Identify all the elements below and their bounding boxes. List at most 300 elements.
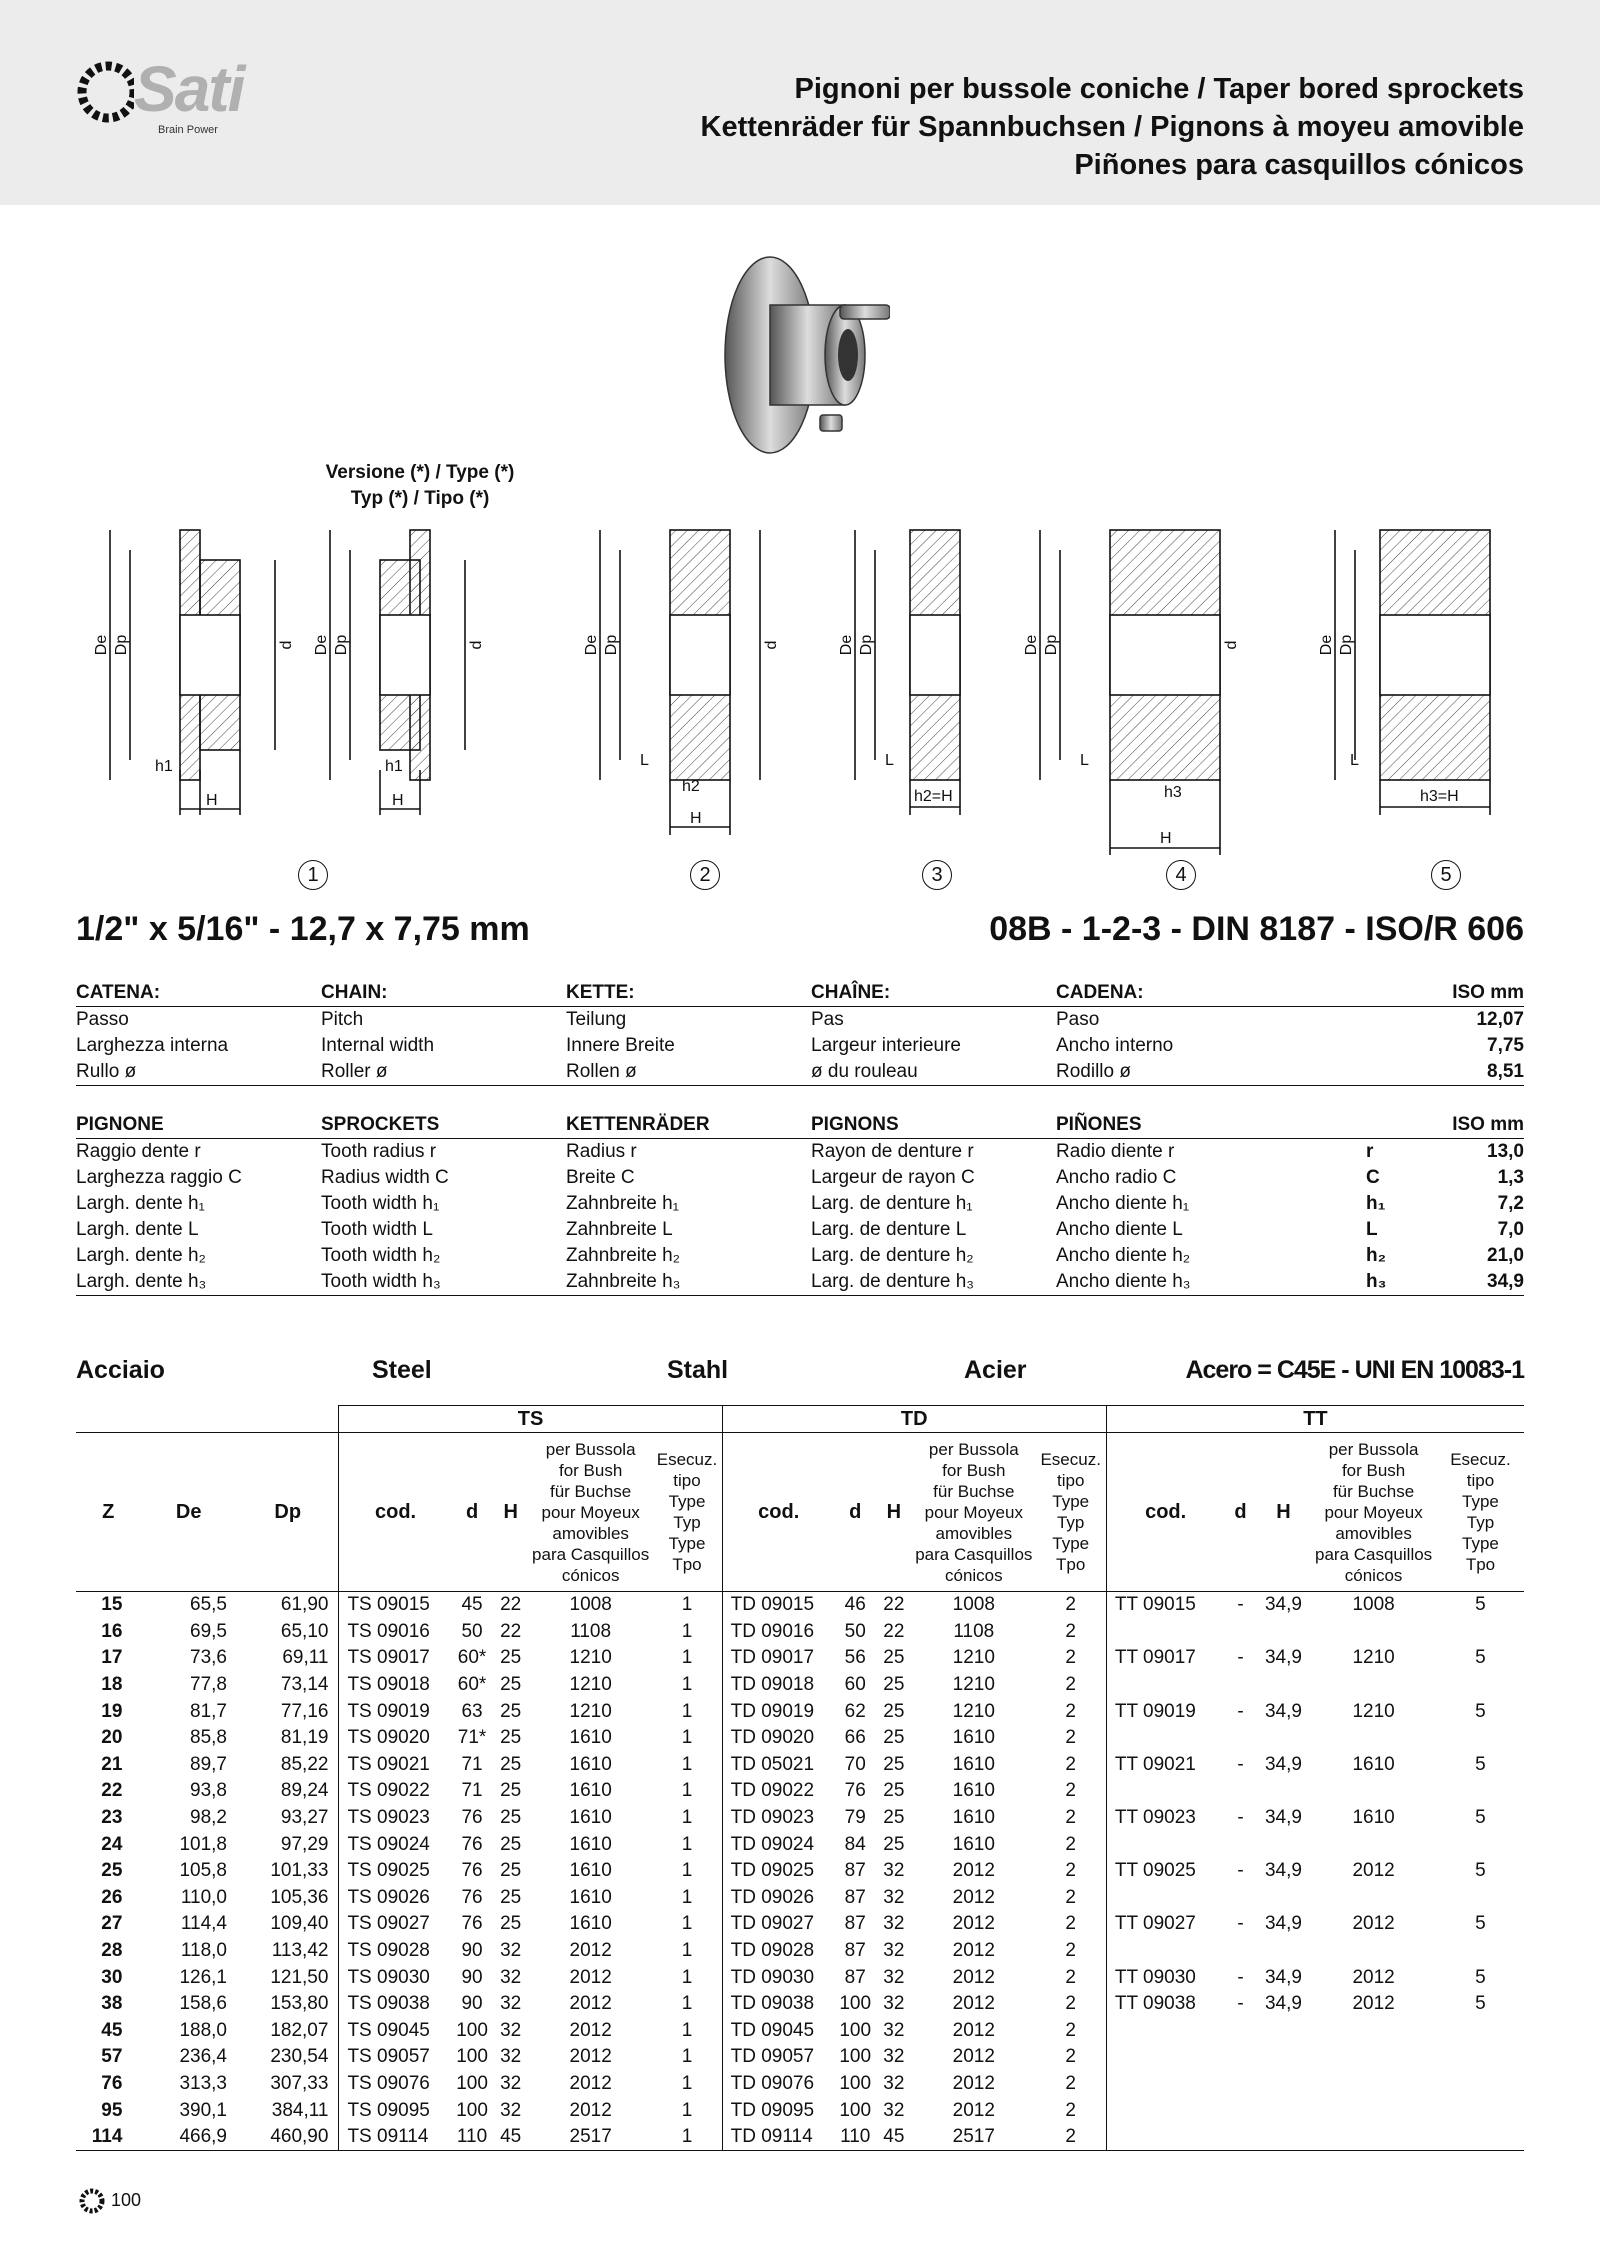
table-cell: TT 09030 <box>1106 1964 1224 1991</box>
table-cell: 1008 <box>952 1594 995 1616</box>
table-cell: 1210 <box>569 1647 612 1669</box>
table-cell: 32 <box>883 2019 905 2041</box>
label-Dp: Dp <box>858 634 875 656</box>
table-cell: 2012 <box>569 2019 612 2041</box>
table-cell: 32 <box>500 1940 522 1962</box>
table-cell: - <box>1237 1753 1244 1775</box>
table-cell: 32 <box>500 2046 522 2068</box>
material-de: Stahl <box>667 1356 729 1384</box>
table-cell: 114,4 <box>180 1913 227 1935</box>
group-TT: TT <box>1106 1406 1524 1433</box>
table-cell: TS 09026 <box>339 1885 452 1912</box>
table-cell <box>1106 1619 1224 1646</box>
label-De: De <box>838 634 855 656</box>
col-H: H <box>492 1433 528 1592</box>
table-cell: TS 09030 <box>339 1964 452 1991</box>
table-cell: 32 <box>500 2099 522 2121</box>
table-cell: 390,1 <box>179 2099 227 2121</box>
table-cell: 63 <box>461 1700 483 1722</box>
table-cell: TD 09020 <box>722 1725 835 1752</box>
table-cell: 38 <box>101 1993 123 2015</box>
table-cell: 45 <box>876 2124 912 2151</box>
table-cell: 2012 <box>569 1993 612 2015</box>
table-cell: - <box>1237 1860 1244 1882</box>
group-TS: TS <box>339 1406 722 1433</box>
table-cell <box>1257 1938 1311 1965</box>
table-cell: 1610 <box>1352 1807 1395 1829</box>
table-cell: 34,9 <box>1264 1993 1302 2015</box>
col-type: Esecuz. tipo Type Typ Type Tpo <box>652 1433 722 1592</box>
table-cell: TS 09025 <box>339 1858 452 1885</box>
table-cell <box>1257 1885 1311 1912</box>
label-De: De <box>1023 634 1040 656</box>
table-cell <box>1106 2071 1224 2098</box>
table-cell: TT 09023 <box>1106 1805 1224 1832</box>
table-row: Raggio dente r Tooth radius r Radius r Rayon de denture r Radio diente r r 13,0 <box>76 1141 1524 1162</box>
table-cell: 71* <box>457 1727 487 1749</box>
table-cell: TD 09027 <box>722 1911 835 1938</box>
col-cod: cod. <box>339 1433 452 1592</box>
label-Dp: Dp <box>603 634 620 656</box>
table-cell: 1 <box>681 2046 693 2068</box>
table-cell: 25 <box>500 1674 522 1696</box>
table-cell: 2012 <box>569 2099 612 2121</box>
col-bush: per Bussola for Bush für Buchse pour Moyeux amovibles para Casquillos cónicos <box>1310 1433 1437 1592</box>
table-cell: 25 <box>883 1700 905 1722</box>
label-De: De <box>93 634 110 656</box>
table-cell: 2 <box>1065 1886 1076 1908</box>
table-cell: 1210 <box>952 1700 995 1722</box>
table-cell <box>1224 2018 1256 2045</box>
table-cell <box>1106 2097 1224 2124</box>
table-cell: 2012 <box>1352 1860 1395 1882</box>
table-cell: 1 <box>681 1594 693 1616</box>
table-row <box>76 1698 1524 1725</box>
table-cell: 1 <box>681 1966 693 1988</box>
table-row <box>76 2124 1524 2151</box>
table-cell <box>1224 1885 1256 1912</box>
table-cell: 2 <box>1065 1674 1076 1696</box>
table-cell: 182,07 <box>270 2019 329 2041</box>
table-cell <box>1437 1885 1524 1912</box>
table-cell: 95 <box>101 2099 123 2121</box>
table-cell: 45 <box>101 2019 123 2041</box>
table-cell: 153,80 <box>270 1993 329 2015</box>
table-cell: 32 <box>883 1940 905 1962</box>
table-cell <box>1106 2018 1224 2045</box>
table-cell: 2012 <box>952 1886 995 1908</box>
drawing-type-3 <box>600 530 760 835</box>
table-cell: 66 <box>844 1727 866 1749</box>
label-L: L <box>1080 752 1089 769</box>
table-cell <box>1224 1938 1256 1965</box>
label-h3: h3 <box>1164 784 1182 801</box>
table-cell: TS 09038 <box>339 1991 452 2018</box>
table-cell: 2 <box>1065 1620 1076 1642</box>
table-cell: 1610 <box>569 1913 612 1935</box>
table-cell: 2 <box>1065 1833 1076 1855</box>
chain-standard: 08B - 1-2-3 - DIN 8187 - ISO/R 606 <box>989 910 1524 948</box>
table-cell: 188,0 <box>179 2019 227 2041</box>
table-cell: 100 <box>839 2099 872 2121</box>
table-cell: 2012 <box>952 1993 995 2015</box>
table-cell: 25 <box>883 1807 905 1829</box>
col-de: De <box>140 1433 237 1592</box>
table-cell: 1610 <box>952 1727 995 1749</box>
table-cell: 1 <box>681 1647 693 1669</box>
table-cell: 1210 <box>569 1700 612 1722</box>
table-cell <box>1106 1778 1224 1805</box>
table-cell: 90 <box>461 1940 483 1962</box>
table-cell: 1008 <box>1352 1594 1395 1616</box>
table-cell: 81,7 <box>190 1700 227 1722</box>
table-row <box>76 1938 1524 1965</box>
chain-table <box>76 980 1524 1086</box>
label-H: H <box>690 810 702 827</box>
table-cell: 21 <box>101 1753 123 1775</box>
table-cell: 1610 <box>569 1727 612 1749</box>
table-cell: 76 <box>461 1833 483 1855</box>
table-cell <box>1257 2044 1311 2071</box>
table-cell: 2 <box>1065 1860 1076 1882</box>
table-cell: 79 <box>844 1807 866 1829</box>
table-cell: 25 <box>883 1833 905 1855</box>
table-cell <box>1437 1619 1524 1646</box>
table-cell <box>1310 2071 1437 2098</box>
table-row: Largh. dente h₂ Tooth width h₂ Zahnbreite h₂ Larg. de denture h₂ Ancho diente h₂ h₂ 21,0 <box>76 1245 1524 1266</box>
table-cell: 76 <box>461 1807 483 1829</box>
table-cell: 89,24 <box>280 1780 329 1802</box>
table-cell: 114 <box>76 2124 140 2151</box>
table-cell <box>1257 1672 1311 1699</box>
table-row <box>76 1911 1524 1938</box>
label-De: De <box>1318 634 1335 656</box>
table-cell: 76 <box>461 1886 483 1908</box>
table-cell: 2 <box>1065 1913 1076 1935</box>
table-cell: 61,90 <box>280 1594 329 1616</box>
column-header-row <box>76 1433 1524 1592</box>
label-L: L <box>1350 752 1359 769</box>
table-cell <box>1224 2097 1256 2124</box>
table-cell: 1210 <box>1352 1647 1395 1669</box>
label-L: L <box>885 752 894 769</box>
table-cell: 22 <box>883 1620 905 1642</box>
label-h1: h1 <box>385 758 403 775</box>
table-cell: 100 <box>456 2072 488 2094</box>
table-cell: 34,9 <box>1264 1807 1302 1829</box>
table-cell: TD 09045 <box>722 2018 835 2045</box>
table-cell: TS 09114 <box>339 2124 452 2151</box>
table-cell: 17 <box>101 1647 123 1669</box>
table-cell: 90 <box>461 1966 483 1988</box>
table-cell: TD 09057 <box>722 2044 835 2071</box>
table-cell: 2 <box>1065 1594 1076 1616</box>
table-cell: 460,90 <box>237 2124 339 2151</box>
table-row <box>76 1645 1524 1672</box>
table-row <box>76 1778 1524 1805</box>
table-cell: 1210 <box>569 1674 612 1696</box>
gear-icon <box>74 52 134 144</box>
table-cell: 1108 <box>953 1620 995 1642</box>
table-cell: TD 09038 <box>722 1991 835 2018</box>
table-cell: 81,19 <box>280 1727 329 1749</box>
table-cell: 1210 <box>952 1647 995 1669</box>
table-cell: 73,14 <box>280 1674 329 1696</box>
label-d: d <box>763 640 780 650</box>
table-cell <box>1437 2097 1524 2124</box>
table-row <box>76 2018 1524 2045</box>
table-cell: TS 09021 <box>339 1752 452 1779</box>
table-cell: TD 09076 <box>722 2071 835 2098</box>
table-header-row: PIGNONE SPROCKETS KETTENRÄDER PIGNONS PIÑONES ISO mm <box>76 1112 1524 1139</box>
table-cell: 1610 <box>569 1780 612 1802</box>
logo-tagline: Brain Power <box>158 124 218 136</box>
table-cell: 2012 <box>569 2072 612 2094</box>
table-cell: 45 <box>461 1594 483 1616</box>
table-cell <box>1310 2018 1437 2045</box>
drawing-type-1 <box>110 530 275 815</box>
table-row: Largh. dente h₁ Tooth width h₁ Zahnbreite h₁ Larg. de denture h₁ Ancho diente h₁ h₁ 7,2 <box>76 1193 1524 1214</box>
table-cell: 87 <box>844 1940 866 1962</box>
table-cell: 1 <box>681 1807 693 1829</box>
table-cell: TD 05021 <box>722 1752 835 1779</box>
table-cell: 15 <box>101 1594 123 1616</box>
table-cell: 32 <box>883 1913 905 1935</box>
table-cell: TS 09017 <box>339 1645 452 1672</box>
col-H: H <box>1257 1433 1311 1592</box>
col-d: d <box>835 1433 876 1592</box>
table-cell: 1 <box>681 1674 693 1696</box>
table-cell <box>1310 1672 1437 1699</box>
col-cod: cod. <box>1106 1433 1224 1592</box>
table-cell: 90 <box>461 1993 483 2015</box>
type-number-1: 1 <box>298 860 328 890</box>
table-cell: 126,1 <box>179 1966 227 1988</box>
table-cell: 24 <box>101 1833 123 1855</box>
technical-drawings <box>80 515 1540 895</box>
table-cell: 2012 <box>569 1940 612 1962</box>
table-cell: 2 <box>1065 1807 1076 1829</box>
table-cell: 32 <box>500 2019 522 2041</box>
table-cell: 307,33 <box>270 2072 329 2094</box>
table-cell: TT 09017 <box>1106 1645 1224 1672</box>
table-cell: 76 <box>844 1780 866 1802</box>
group-header-row <box>76 1406 1524 1433</box>
col-dp: Dp <box>237 1433 339 1592</box>
table-cell <box>1257 1831 1311 1858</box>
table-cell: 25 <box>500 1807 522 1829</box>
table-row: Largh. dente h₃ Tooth width h₃ Zahnbreite h₃ Larg. de denture h₃ Ancho diente h₃ h₃ 34,9 <box>76 1269 1524 1296</box>
table-cell <box>1437 2071 1524 2098</box>
table-cell: TD 09095 <box>722 2097 835 2124</box>
table-cell: 32 <box>500 1993 522 2015</box>
table-cell: 87 <box>844 1966 866 1988</box>
table-cell <box>1106 1885 1224 1912</box>
table-cell: 1610 <box>952 1780 995 1802</box>
table-cell: TT 09019 <box>1106 1698 1224 1725</box>
table-cell: 76 <box>101 2072 123 2094</box>
table-cell <box>1310 1619 1437 1646</box>
table-row <box>76 1592 1524 1619</box>
label-H: H <box>206 792 218 809</box>
table-cell: 18 <box>101 1674 123 1696</box>
label-Dp: Dp <box>1043 634 1060 656</box>
table-cell: 2 <box>1065 1993 1076 2015</box>
table-cell <box>1437 1672 1524 1699</box>
table-cell <box>1310 1938 1437 1965</box>
sprocket-data-table <box>76 1405 1524 2151</box>
table-row <box>76 1619 1524 1646</box>
table-cell: TS 09023 <box>339 1805 452 1832</box>
table-row <box>76 1858 1524 1885</box>
table-cell: 89,7 <box>190 1753 227 1775</box>
table-cell: - <box>1237 1807 1244 1829</box>
table-cell: 100 <box>456 2046 488 2068</box>
table-cell: 1210 <box>952 1674 995 1696</box>
table-row <box>76 2097 1524 2124</box>
table-cell <box>1224 2044 1256 2071</box>
table-cell: 16 <box>101 1620 123 1642</box>
table-row <box>76 1885 1524 1912</box>
table-cell: 2517 <box>529 2124 652 2151</box>
table-cell: 1 <box>681 1993 693 2015</box>
table-cell: 25 <box>883 1674 905 1696</box>
table-cell: 2012 <box>1352 1913 1395 1935</box>
table-header-row: CATENA: CHAIN: KETTE: CHAÎNE: CADENA: ISO mm <box>76 980 1524 1007</box>
table-cell: 230,54 <box>270 2046 329 2068</box>
table-cell <box>1437 1831 1524 1858</box>
label-d: d <box>278 640 295 650</box>
table-cell <box>1224 2124 1256 2151</box>
table-row <box>76 1805 1524 1832</box>
table-cell <box>1310 1725 1437 1752</box>
label-Dp: Dp <box>1338 634 1355 656</box>
table-row: Rullo ø Roller ø Rollen ø ø du rouleau Rodillo ø 8,51 <box>76 1059 1524 1086</box>
table-cell: 1610 <box>569 1807 612 1829</box>
table-cell: 1610 <box>952 1807 995 1829</box>
table-cell <box>1257 2124 1311 2151</box>
chain-size: 1/2" x 5/16" - 12,7 x 7,75 mm <box>76 910 530 948</box>
table-cell: 100 <box>839 2019 872 2041</box>
table-cell: 22 <box>883 1594 905 1616</box>
label-h1: h1 <box>155 758 173 775</box>
page-title <box>701 70 1524 184</box>
table-cell: 77,16 <box>280 1700 329 1722</box>
col-type: Esecuz. tipo Type Typ Type Tpo <box>1437 1433 1524 1592</box>
table-cell: 105,36 <box>270 1886 329 1908</box>
col-H: H <box>876 1433 912 1592</box>
table-cell <box>1437 1778 1524 1805</box>
type-number-2: 2 <box>690 860 720 890</box>
table-cell: 1 <box>681 1700 693 1722</box>
table-cell <box>1106 1938 1224 1965</box>
table-cell: TS 09076 <box>339 2071 452 2098</box>
table-cell: 2012 <box>1352 1993 1395 2015</box>
table-cell: - <box>1237 1913 1244 1935</box>
table-cell: 1 <box>681 1860 693 1882</box>
label-Dp: Dp <box>113 634 130 656</box>
table-cell <box>1310 2044 1437 2071</box>
table-cell: 5 <box>1475 1807 1486 1829</box>
table-cell: 87 <box>844 1913 866 1935</box>
table-cell <box>1257 1725 1311 1752</box>
table-cell: - <box>1237 1993 1244 2015</box>
table-cell: TT 09021 <box>1106 1752 1224 1779</box>
table-cell: 1 <box>681 2019 693 2041</box>
table-cell: 32 <box>883 2046 905 2068</box>
table-cell: TD 09017 <box>722 1645 835 1672</box>
table-cell: 56 <box>844 1647 866 1669</box>
table-cell: 5 <box>1475 1966 1486 1988</box>
table-cell: TT 09038 <box>1106 1991 1224 2018</box>
table-cell: 1 <box>681 1780 693 1802</box>
table-cell: 2 <box>1065 1647 1076 1669</box>
table-cell: 101,33 <box>270 1860 329 1882</box>
table-row <box>76 1752 1524 1779</box>
table-cell: 2012 <box>952 1860 995 1882</box>
table-cell: 76 <box>461 1860 483 1882</box>
table-cell: TS 09019 <box>339 1698 452 1725</box>
drawing-type-4 <box>855 530 960 815</box>
table-cell: - <box>1237 1594 1244 1616</box>
table-cell: 1610 <box>569 1886 612 1908</box>
table-cell: 57 <box>101 2046 123 2068</box>
version-label: Versione (*) / Type (*) Typ (*) / Tipo (*) <box>325 462 515 509</box>
table-cell: 2012 <box>952 1966 995 1988</box>
table-cell: 113,42 <box>271 1940 329 1962</box>
table-cell: TD 09026 <box>722 1885 835 1912</box>
table-cell: 2 <box>1065 1966 1076 1988</box>
table-cell <box>1224 1831 1256 1858</box>
table-cell <box>1106 2044 1224 2071</box>
table-cell: 121,50 <box>270 1966 329 1988</box>
title-line: Piñones para casquillos cónicos <box>1074 149 1524 181</box>
sprocket-photo <box>690 245 890 465</box>
table-cell: 25 <box>500 1913 522 1935</box>
table-cell: 87 <box>844 1860 866 1882</box>
table-row <box>76 1831 1524 1858</box>
table-cell: 32 <box>883 1966 905 1988</box>
table-row <box>76 1964 1524 1991</box>
table-cell: 32 <box>500 1966 522 1988</box>
table-cell: 1610 <box>569 1860 612 1882</box>
table-cell: 23 <box>101 1807 123 1829</box>
table-cell: 5 <box>1475 1993 1486 2015</box>
table-cell <box>1224 1672 1256 1699</box>
col-d: d <box>452 1433 493 1592</box>
table-cell: 1 <box>681 2099 693 2121</box>
table-cell: 34,9 <box>1264 1647 1302 1669</box>
table-cell: 28 <box>101 1940 123 1962</box>
table-cell: 32 <box>883 1993 905 2015</box>
table-row: Passo Pitch Teilung Pas Paso 12,07 <box>76 1009 1524 1030</box>
table-cell: TS 09095 <box>339 2097 452 2124</box>
table-cell <box>1310 2097 1437 2124</box>
table-cell: 1 <box>681 2072 693 2094</box>
table-cell: 32 <box>883 2099 905 2121</box>
table-cell <box>1106 1672 1224 1699</box>
table-cell: 1 <box>681 1940 693 1962</box>
table-cell: 65,5 <box>190 1594 227 1616</box>
table-cell: 34,9 <box>1264 1594 1302 1616</box>
table-cell: 2 <box>1065 2072 1076 2094</box>
company-logo <box>74 52 264 144</box>
type-number-3: 3 <box>922 860 952 890</box>
table-cell: TD 09028 <box>722 1938 835 1965</box>
table-cell: 30 <box>101 1966 123 1988</box>
table-row <box>76 2071 1524 2098</box>
table-cell: 32 <box>883 1860 905 1882</box>
